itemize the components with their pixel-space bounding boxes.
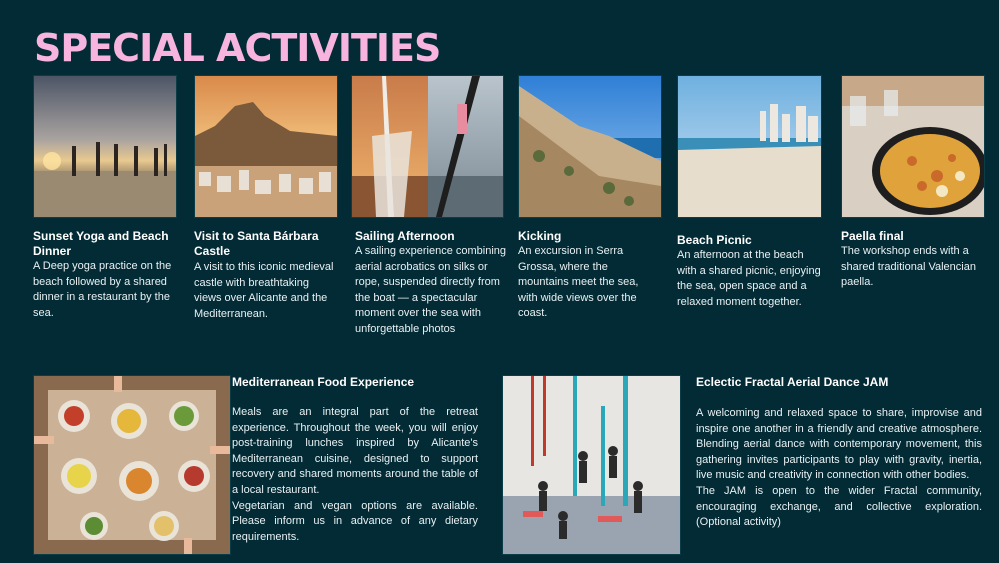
activity-title: Sailing Afternoon	[355, 229, 455, 243]
feature-text	[232, 405, 478, 545]
paella-photo	[841, 75, 985, 218]
aerial-dance-group-photo	[502, 375, 681, 555]
feature-paragraph: Vegetarian and vegan options are available. Please inform us in advance of any dietary requirements.	[232, 499, 478, 543]
castle-photo	[194, 75, 338, 218]
activity-title: Kicking	[518, 229, 562, 243]
activity-title: Visit to Santa Bárbara Castle	[194, 229, 319, 258]
activity-description: An afternoon at the beach with a shared picnic, enjoying the sea, open space and a relaxed moment together.	[677, 249, 821, 308]
feature-paragraph: The JAM is open to the wider Fractal community, encouraging exchange, and collective exploration. (Optional activity)	[696, 484, 982, 529]
feature-title: Mediterranean Food Experience	[232, 375, 415, 389]
feature-title: Eclectic Fractal Aerial Dance JAM	[696, 375, 889, 389]
page-title: SPECIAL ACTIVITIES	[34, 26, 441, 70]
activity-title: Beach Picnic	[677, 233, 752, 247]
mountain-coast-photo	[518, 75, 662, 218]
activity-title: Paella final	[841, 229, 904, 243]
activity-title: Sunset Yoga and Beach Dinner	[33, 229, 169, 258]
feature-paragraph: A welcoming and relaxed space to share, improvise and inspire one another in a friendly and creative atmosphere. Blending aerial dance with contemporary movement, this gathering invites participants to play with gravity, inertia, live music and creativity in connection with other bodies.	[696, 407, 982, 482]
activity-description: A Deep yoga practice on the beach followed by a shared dinner in a restaurant by the sea.	[33, 260, 172, 319]
aerial-silks-photo	[351, 75, 504, 218]
feature-paragraph: Meals are an integral part of the retreat experience. Throughout the week, you will enjoy post-training lunches inspired by Alicante's Mediterranean cuisine, designed to support recovery and shared moments around the table of a local restaurant.	[232, 406, 478, 496]
activity-description: The workshop ends with a shared traditional Valencian paella.	[841, 245, 976, 288]
food-table-photo	[33, 375, 231, 555]
feature-text	[696, 406, 982, 531]
sunset-yoga-photo	[33, 75, 177, 218]
activity-description: An excursion in Serra Grossa, where the mountains meet the sea, with wide views over the coast.	[518, 245, 639, 319]
beach-photo	[677, 75, 822, 218]
activity-description: A sailing experience combining aerial acrobatics on silks or rope, suspended directly from the boat — a spectacular moment over the sea with unforgettable photos	[355, 245, 507, 335]
activity-description: A visit to this iconic medieval castle with breathtaking views over Alicante and the Mediterranean.	[194, 261, 334, 320]
